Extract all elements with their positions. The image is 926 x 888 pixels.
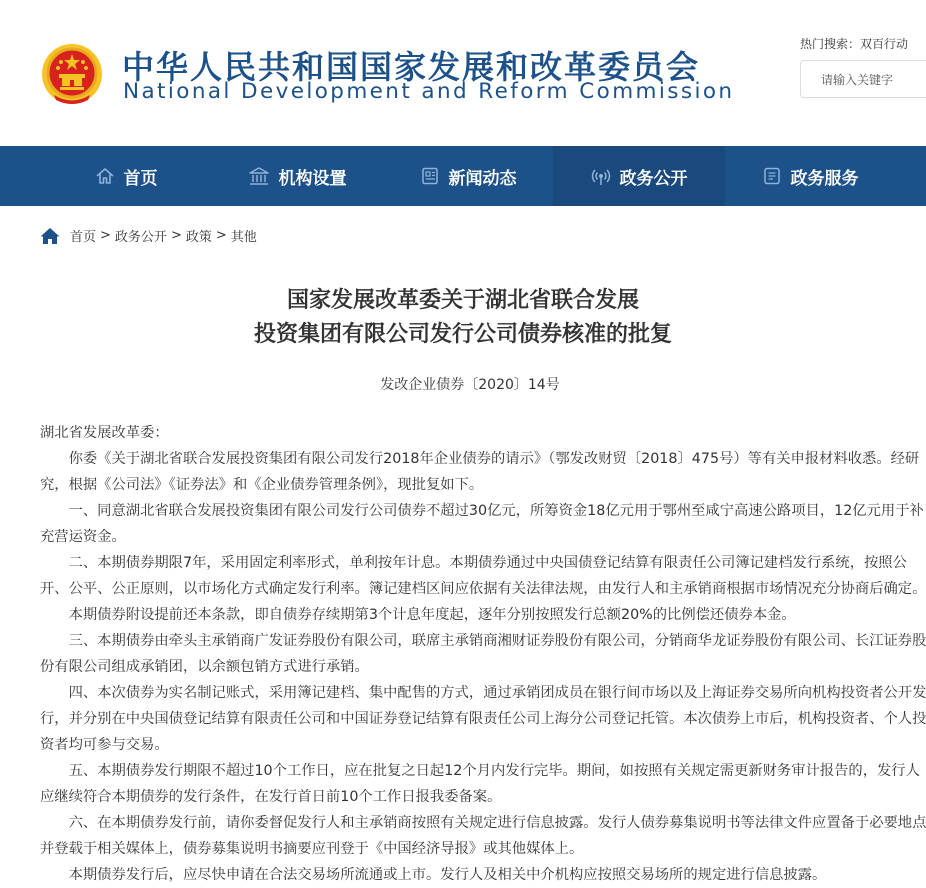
news-icon — [420, 166, 440, 186]
service-icon — [762, 166, 782, 186]
nav-item-service[interactable] — [724, 146, 896, 206]
article-body — [40, 420, 926, 888]
breadcrumb-item-other[interactable]: 其他 — [230, 230, 257, 245]
article-title-line2: 投资集团有限公司发行公司债券核准的批复 — [253, 322, 672, 347]
breadcrumb-item-policy[interactable]: 政策 — [185, 230, 212, 245]
nav-label-open-government: 政务公开 — [619, 168, 688, 189]
nav-label-service: 政务服务 — [790, 168, 859, 189]
breadcrumb-item-home[interactable]: 首页 — [70, 230, 97, 245]
institution-icon — [248, 166, 270, 186]
national-emblem-icon[interactable] — [40, 40, 104, 108]
site-title-en[interactable]: National Development and Reform Commission — [123, 79, 735, 104]
nav-item-news[interactable] — [382, 146, 554, 206]
breadcrumb-separator: > — [170, 228, 182, 243]
paragraph: 五、本期债券发行期限不超过10个工作日，应在批复之日起12个月内发行完毕。期间，如按照有关规定需更新财务审计报告的，发行人应继续符合本期债券的发行条件，在发行首日前10个工作日报我委备案。 — [40, 763, 920, 805]
paragraph: 你委《关于湖北省联合发展投资集团有限公司发行2018年企业债券的请示》（鄂发改财贸〔2018〕475号）等有关申报材料收悉。经研究，根据《公司法》《证券法》和《企业债券管理条例》，现批复如下。 — [40, 451, 920, 493]
main-nav — [0, 146, 926, 206]
article-title-line1: 国家发展改革委关于湖北省联合发展 — [286, 288, 639, 313]
search-input[interactable]: 请输入关键字 — [800, 60, 926, 98]
nav-item-open-government[interactable] — [553, 146, 725, 206]
hot-search-link[interactable]: 双百行动 — [860, 37, 909, 51]
home-icon[interactable] — [40, 227, 60, 245]
salutation: 湖北省发展改革委： — [40, 425, 169, 441]
paragraph: 二、本期债券期限7年，采用固定利率形式，单利按年计息。本期债券通过中央国债登记结算有限责任公司簿记建档发行系统，按照公开、公平、公正原则，以市场化方式确定发行利率。簿记建档区间应依据有关法律法规，由发行人和主承销商根据市场情况充分协商后确定。 — [40, 555, 926, 597]
nav-label-home: 首页 — [123, 168, 158, 189]
paragraph: 本期债券附设提前还本条款，即自债券存续期第3个计息年度起，逐年分别按照发行总额20%的比例偿还债券本金。 — [68, 607, 796, 623]
paragraph: 三、本期债券由牵头主承销商广发证券股份有限公司，联席主承销商湘财证券股份有限公司，分销商华龙证券股份有限公司、长江证券股份有限公司组成承销团，以余额包销方式进行承销。 — [40, 633, 926, 675]
hot-search — [800, 35, 908, 52]
paragraph: 六、在本期债券发行前，请你委督促发行人和主承销商按照有关规定进行信息披露。发行人债券募集说明书等法律文件应置备于必要地点并登载于相关媒体上，债券募集说明书摘要应刊登于《中国经济导报》或其他媒体上。 — [40, 815, 926, 857]
paragraph: 一、同意湖北省联合发展投资集团有限公司发行公司债券不超过30亿元，所筹资金18亿元用于鄂州至咸宁高速公路项目，12亿元用于补充营运资金。 — [40, 503, 924, 545]
nav-label-news: 新闻动态 — [448, 168, 517, 189]
broadcast-icon — [591, 166, 611, 186]
hot-search-label: 热门搜索： — [800, 37, 861, 51]
breadcrumb-separator: > — [215, 228, 227, 243]
home-icon — [95, 166, 115, 186]
document-number: 发改企业债券〔2020〕14号 — [380, 377, 560, 393]
breadcrumb-item-open-government[interactable]: 政务公开 — [114, 230, 167, 245]
nav-item-home[interactable] — [40, 146, 212, 206]
breadcrumb — [40, 226, 257, 245]
nav-item-institution[interactable] — [211, 146, 383, 206]
site-title-cn[interactable]: 中华人民共和国国家发展和改革委员会 — [122, 48, 701, 86]
nav-label-institution: 机构设置 — [278, 168, 347, 189]
paragraph: 本期债券发行后，应尽快申请在合法交易场所流通或上市。发行人及相关中介机构应按照交易场所的规定进行信息披露。 — [68, 867, 827, 883]
paragraph: 四、本次债券为实名制记账式，采用簿记建档、集中配售的方式，通过承销团成员在银行间市场以及上海证券交易所向机构投资者公开发行，并分别在中央国债登记结算有限责任公司和中国证券登记结算有限责任公司上海分公司登记托管。本次债券上市后，机构投资者、个人投资者均可参与交易。 — [40, 685, 926, 753]
site-header — [0, 0, 926, 146]
breadcrumb-separator: > — [100, 228, 111, 243]
